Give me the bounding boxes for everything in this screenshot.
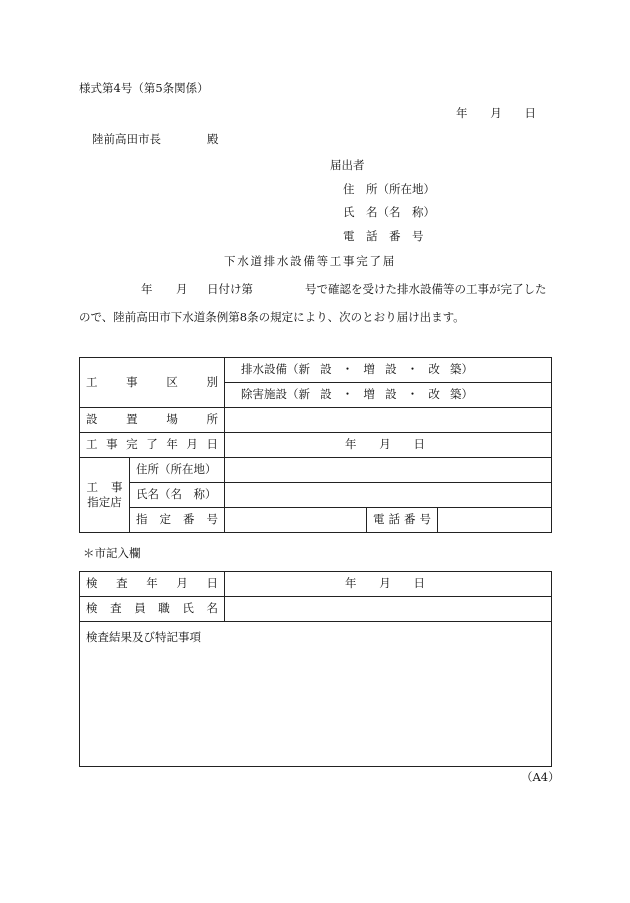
city-section-label: ＊市記入欄 bbox=[83, 546, 141, 560]
form-number: 様式第4号（第5条関係） bbox=[79, 81, 209, 95]
inspector-label: 検 査 員 職 氏 名 bbox=[80, 597, 225, 622]
inspector-field[interactable] bbox=[225, 597, 552, 622]
inspection-table bbox=[79, 571, 552, 767]
completion-date-field[interactable]: 年 月 日 bbox=[225, 433, 552, 458]
contractor-name-field[interactable] bbox=[225, 483, 552, 508]
drainage-option[interactable]: 排水設備（新 設 ・ 増 設 ・ 改 築） bbox=[225, 358, 552, 383]
inspection-date-field[interactable]: 年 月 日 bbox=[225, 572, 552, 597]
designation-number-label: 指 定 番 号 bbox=[130, 508, 225, 533]
document-title: 下水道排水設備等工事完了届 bbox=[224, 254, 396, 268]
contractor-address-field[interactable] bbox=[225, 458, 552, 483]
body-day-suffix: 日付け第 bbox=[207, 282, 253, 296]
work-info-table bbox=[79, 357, 552, 533]
contractor-label: 工 事 指定店 bbox=[80, 458, 130, 533]
contractor-name-label: 氏名（名 称） bbox=[130, 483, 225, 508]
date-day: 日 bbox=[524, 106, 536, 120]
phone-label: 電 話 番 号 bbox=[367, 508, 438, 533]
location-field[interactable] bbox=[225, 408, 552, 433]
notifier-address: 住 所（所在地） bbox=[343, 182, 435, 196]
notifier-phone: 電 話 番 号 bbox=[343, 229, 424, 243]
addressee: 陸前高田市長 bbox=[92, 132, 161, 146]
designation-number-field[interactable] bbox=[225, 508, 367, 533]
removal-facility-option[interactable]: 除害施設（新 設 ・ 増 設 ・ 改 築） bbox=[225, 383, 552, 408]
body-year: 年 bbox=[141, 282, 153, 296]
addressee-honorific: 殿 bbox=[207, 132, 219, 146]
body-line-2: ので、陸前高田市下水道条例第8条の規定により、次のとおり届け出ます。 bbox=[79, 310, 465, 324]
date-line bbox=[456, 108, 536, 120]
body-after-number: 号で確認を受けた排水設備等の工事が完了した bbox=[305, 282, 547, 296]
phone-field[interactable] bbox=[438, 508, 552, 533]
body-month: 月 bbox=[176, 282, 188, 296]
contractor-address-label: 住所（所在地） bbox=[130, 458, 225, 483]
inspection-date-label: 検 査 年 月 日 bbox=[80, 572, 225, 597]
inspection-results-label: 検査結果及び特記事項 bbox=[86, 630, 201, 644]
notifier-name: 氏 名（名 称） bbox=[343, 205, 435, 219]
notifier-label: 届出者 bbox=[330, 158, 365, 172]
completion-date-label: 工 事 完 了 年 月 日 bbox=[80, 433, 225, 458]
paper-size: （A4） bbox=[521, 770, 560, 784]
work-type-label: 工 事 区 別 bbox=[80, 358, 225, 408]
location-label: 設 置 場 所 bbox=[80, 408, 225, 433]
inspection-results-field[interactable] bbox=[80, 622, 552, 767]
date-year: 年 bbox=[456, 106, 468, 120]
date-month: 月 bbox=[490, 106, 502, 120]
